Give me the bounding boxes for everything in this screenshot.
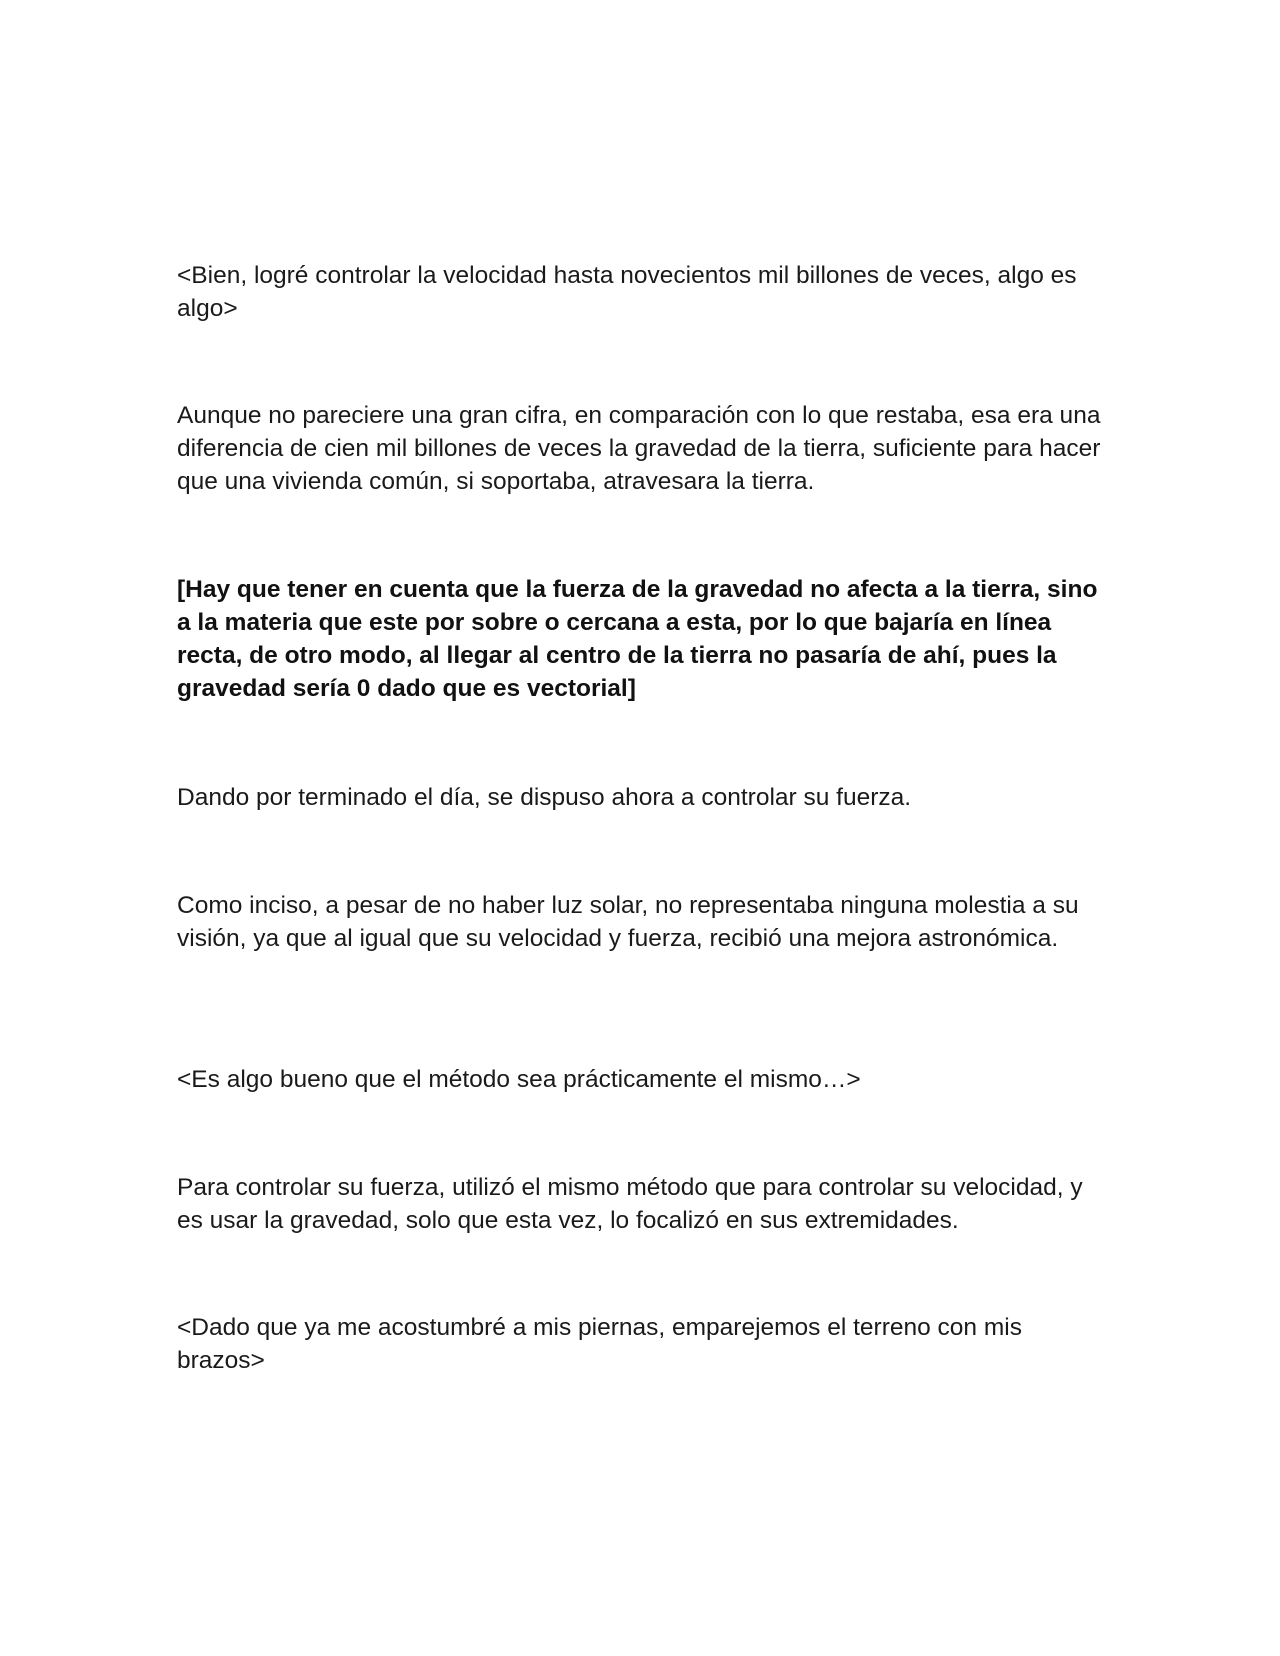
paragraph-dialogue-velocity: <Bien, logré controlar la velocidad hasta novecientos mil billones de veces, algo es algo>: [177, 262, 1077, 322]
paragraph-author-note: [Hay que tener en cuenta que la fuerza de la gravedad no afecta a la tierra, sino a la materia que este por sobre o cercana a esta, por lo que bajaría en línea recta, de otro modo, al llegar al centro de la tierra no pasaría de ahí, pues la gravedad sería 0 dado que es vectorial]: [177, 576, 1098, 702]
paragraph-narration-gravity-difference: Aunque no pareciere una gran cifra, en comparación con lo que restaba, esa era una diferencia de cien mil billones de veces la gravedad de la tierra, suficiente para hacer que una vivienda común, si soportaba, atravesara la tierra.: [177, 402, 1101, 495]
paragraph-narration-day-end: Dando por terminado el día, se dispuso ahora a controlar su fuerza.: [177, 784, 912, 811]
paragraph-narration-strength-control: Para controlar su fuerza, utilizó el mismo método que para controlar su velocidad, y es usar la gravedad, solo que esta vez, lo focalizó en sus extremidades.: [177, 1174, 1083, 1234]
paragraph-narration-vision: Como inciso, a pesar de no haber luz solar, no representaba ninguna molestia a su visión, ya que al igual que su velocidad y fuerza, recibió una mejora astronómica.: [177, 892, 1079, 952]
paragraph-dialogue-arms: <Dado que ya me acostumbré a mis piernas, emparejemos el terreno con mis brazos>: [177, 1314, 1022, 1374]
paragraph-dialogue-method: <Es algo bueno que el método sea prácticamente el mismo…>: [177, 1066, 861, 1093]
